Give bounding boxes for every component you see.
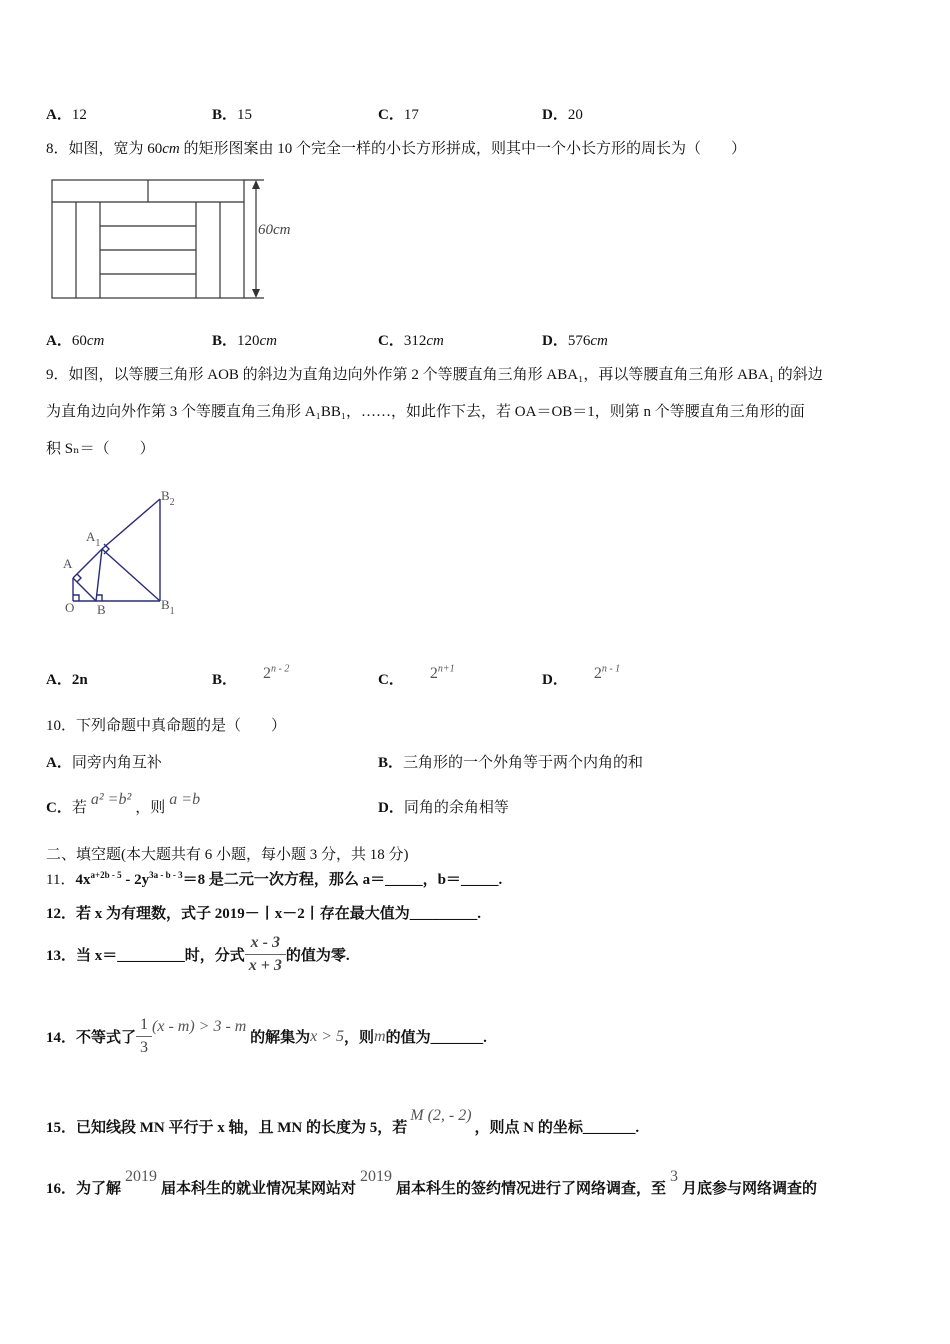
q10-option-c: C．若 a² =b² ，则 a =b xyxy=(46,791,201,816)
q10-option-d: D．同角的余角相等 xyxy=(378,800,509,816)
q9-option-b: B． 2$^{n - 2}$ xyxy=(212,663,290,688)
q12-stem: 12．若 x 为有理数，式子 2019－丨x－2丨存在最大值为_________. xyxy=(46,906,482,922)
q9-option-a: A．2n xyxy=(46,672,88,688)
q8-figure xyxy=(50,176,300,302)
svg-text:B2: $B_2$ xyxy=(161,488,175,508)
q8-option-c: C．312cm xyxy=(378,333,444,349)
q9-figure xyxy=(60,486,200,620)
q8-option-b: B．120cm xyxy=(212,333,278,349)
q13-stem: 13．当 x＝_________时，分式 $\frac{x - 3}{x + 3}$ 的值为零. xyxy=(46,934,350,974)
q9-option-c: C． $2^{n+1}$ xyxy=(378,663,455,688)
q11-stem: 11．$4x^{a+2b - 5} - 2y^{3a - b - 3}=8$ 是二元一次方程，那么 a＝_____，b＝_____. xyxy=(46,870,503,888)
svg-text:B: B xyxy=(97,602,106,617)
q8-stem: 8．如图，宽为 60cm 的矩形图案由 10 个完全一样的小长方形拼成，则其中一个小长方形的周长为（ ） xyxy=(46,141,747,157)
q10-stem: 10．下列命题中真命题的是（ ） xyxy=(46,718,287,734)
q10-option-b: B．三角形的一个外角等于两个内角的和 xyxy=(378,755,644,771)
q7-option-c: C．17 xyxy=(378,107,419,123)
q9-stem-line2: 为直角边向外作第 3 个等腰直角三角形 A₁BB₁，……，如此作下去，若 OA＝OB＝1，则第 n 个等腰直角三角形的面 xyxy=(46,404,805,420)
q8-figure-label: 60cm xyxy=(258,222,291,238)
q8-option-d: D．576cm xyxy=(542,333,608,349)
q7-option-b: B．15 xyxy=(212,107,253,123)
svg-text:B1: $B_1$ xyxy=(161,597,175,617)
q9-stem-line1: 9．如图，以等腰三角形 AOB 的斜边为直角边向外作第 2 个等腰直角三角形 ABA₁，再以等腰直角三角形 ABA₁ 的斜边 xyxy=(46,367,823,383)
q15-stem: 15．已知线段 MN 平行于 x 轴，且 MN 的长度为 5，若M (2, - 2)，则点 N 的坐标_______. xyxy=(46,1107,640,1136)
svg-text:A1: $A_1$ xyxy=(86,529,101,549)
q13-fraction: $\frac{x - 3}{x + 3}$ xyxy=(245,934,286,975)
svg-text:O: O xyxy=(65,600,75,615)
q9-stem-line3: 积 Sₙ＝（ ） xyxy=(46,441,155,457)
q9-option-d: D． 2$^{n - 1}$ xyxy=(542,663,621,688)
q14-stem: 14．不等式了 $\frac{1}{3}$ (x - m) > 3 - m 的解集为x > 5，则m的值为_______. xyxy=(46,1016,487,1056)
q16-stem: 16．为了解2019届本科生的就业情况某网站对2019届本科生的签约情况进行了网络调查，至3月底参与网络调查的 xyxy=(46,1168,818,1197)
q14-fraction: $\frac{1}{3}$ xyxy=(136,1016,152,1057)
q10-option-a: A．同旁内角互补 xyxy=(46,755,162,771)
svg-text:A: A xyxy=(63,556,73,571)
q8-option-a: A．60cm xyxy=(46,333,105,349)
q7-option-a: A．12 xyxy=(46,107,87,123)
section2-title: 二、填空题(本大题共有 6 小题，每小题 3 分，共 18 分) xyxy=(46,847,409,863)
q7-option-d: D．20 xyxy=(542,107,583,123)
